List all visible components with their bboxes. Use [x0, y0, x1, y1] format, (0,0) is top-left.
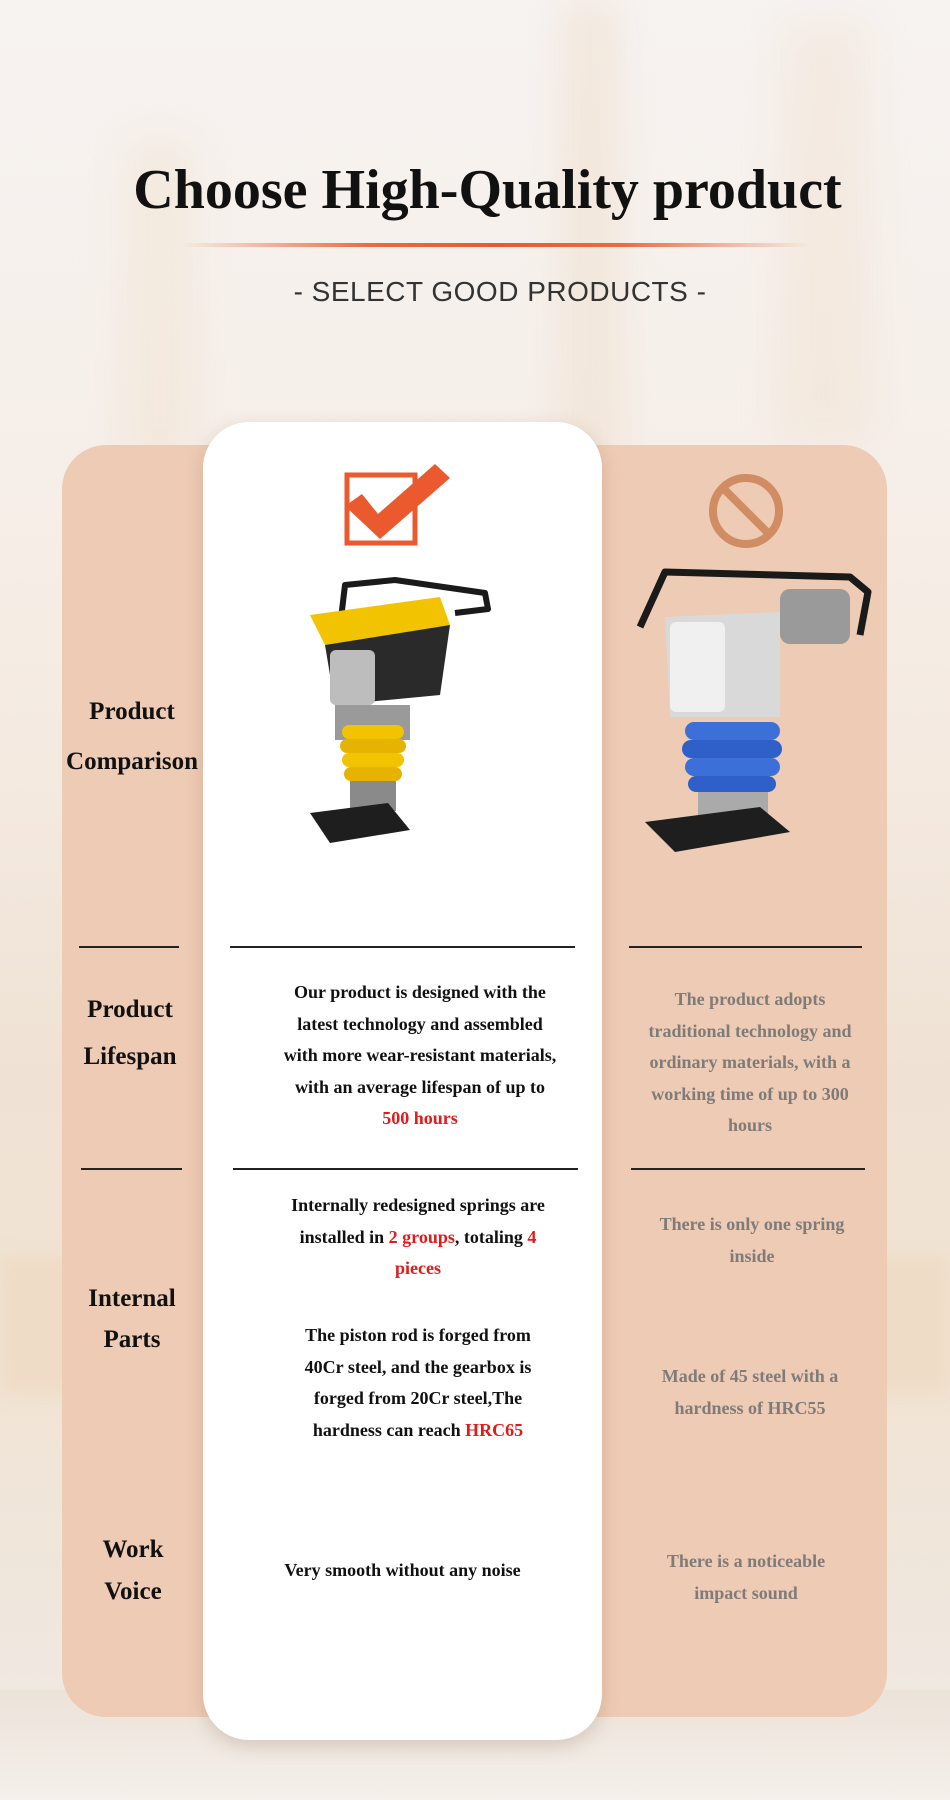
- checkbox-check-icon: [342, 462, 452, 552]
- text-line: ordinary materials, with a: [649, 1052, 851, 1072]
- text-line: [248, 1415, 588, 1447]
- text-line: There is a noticeable: [666, 1551, 826, 1571]
- page-title: Choose High-Quality product: [133, 159, 842, 221]
- text-line: working time of up to 300: [651, 1083, 849, 1104]
- voice-other-product: [626, 1546, 866, 1609]
- blue-tamping-rammer-image: [630, 567, 875, 857]
- label-product-lifespan: [50, 986, 210, 1080]
- text-line: with more wear-resistant materials,: [283, 1045, 557, 1065]
- label-line: Lifespan: [83, 1043, 177, 1070]
- yellow-tamping-rammer-image: [300, 575, 500, 845]
- steel-our-product: [248, 1320, 588, 1446]
- text-line: Made of 45 steel with a: [661, 1366, 839, 1386]
- page-subtitle: - SELECT GOOD PRODUCTS -: [293, 276, 707, 307]
- text-line: 40Cr steel, and the gearbox is: [304, 1356, 532, 1377]
- background-blur: [780, 20, 870, 440]
- text-span: installed in: [299, 1226, 389, 1247]
- text-line: Our product is designed with the: [294, 982, 546, 1002]
- label-internal-parts: [52, 1278, 212, 1360]
- label-line: Internal: [88, 1285, 176, 1312]
- text-line: forged from 20Cr steel,The: [313, 1388, 523, 1408]
- prohibited-icon: [706, 471, 786, 551]
- voice-our-product: [220, 1555, 585, 1587]
- label-line: Comparison: [66, 748, 198, 775]
- text-line: hours: [727, 1115, 772, 1135]
- row-divider: [81, 1168, 182, 1170]
- text-line: hardness of HRC55: [674, 1397, 826, 1418]
- title-underline: [180, 243, 810, 247]
- lifespan-our-product: [230, 977, 610, 1135]
- row-divider: [79, 946, 179, 948]
- highlight-text: pieces: [395, 1258, 441, 1278]
- text-line: impact sound: [694, 1582, 798, 1603]
- text-line: The piston rod is forged from: [305, 1325, 531, 1345]
- label-line: Parts: [103, 1326, 161, 1353]
- text-line: with an average lifespan of up to: [294, 1076, 545, 1097]
- text-line: [248, 1222, 588, 1254]
- row-divider: [631, 1168, 865, 1170]
- label-work-voice: [53, 1529, 213, 1613]
- label-line: Voice: [104, 1578, 162, 1605]
- text-line: Very smooth without any noise: [284, 1560, 521, 1580]
- row-divider: [233, 1168, 578, 1170]
- row-divider: [629, 946, 862, 948]
- label-line: Work: [102, 1536, 164, 1563]
- text-line: latest technology and assembled: [297, 1013, 543, 1034]
- label-line: Product: [89, 698, 175, 725]
- text-line: There is only one spring: [659, 1214, 845, 1234]
- lifespan-other-product: [630, 984, 870, 1142]
- highlight-text: 2 groups: [388, 1226, 455, 1247]
- label-product-comparison: [52, 687, 212, 787]
- highlight-text: 500 hours: [382, 1108, 458, 1128]
- steel-other-product: [630, 1361, 870, 1424]
- text-line: The product adopts: [674, 989, 826, 1009]
- text-line: traditional technology and: [648, 1020, 852, 1041]
- highlight-text: 4: [527, 1226, 537, 1247]
- text-line: Internally redesigned springs are: [291, 1195, 545, 1215]
- label-line: Product: [87, 996, 173, 1023]
- highlight-text: HRC65: [465, 1419, 524, 1440]
- springs-our-product: [248, 1190, 588, 1285]
- text-span: , totaling: [454, 1226, 528, 1247]
- text-span: hardness can reach: [312, 1419, 466, 1440]
- springs-other-product: [632, 1209, 872, 1272]
- text-line: inside: [729, 1245, 775, 1266]
- row-divider: [230, 946, 575, 948]
